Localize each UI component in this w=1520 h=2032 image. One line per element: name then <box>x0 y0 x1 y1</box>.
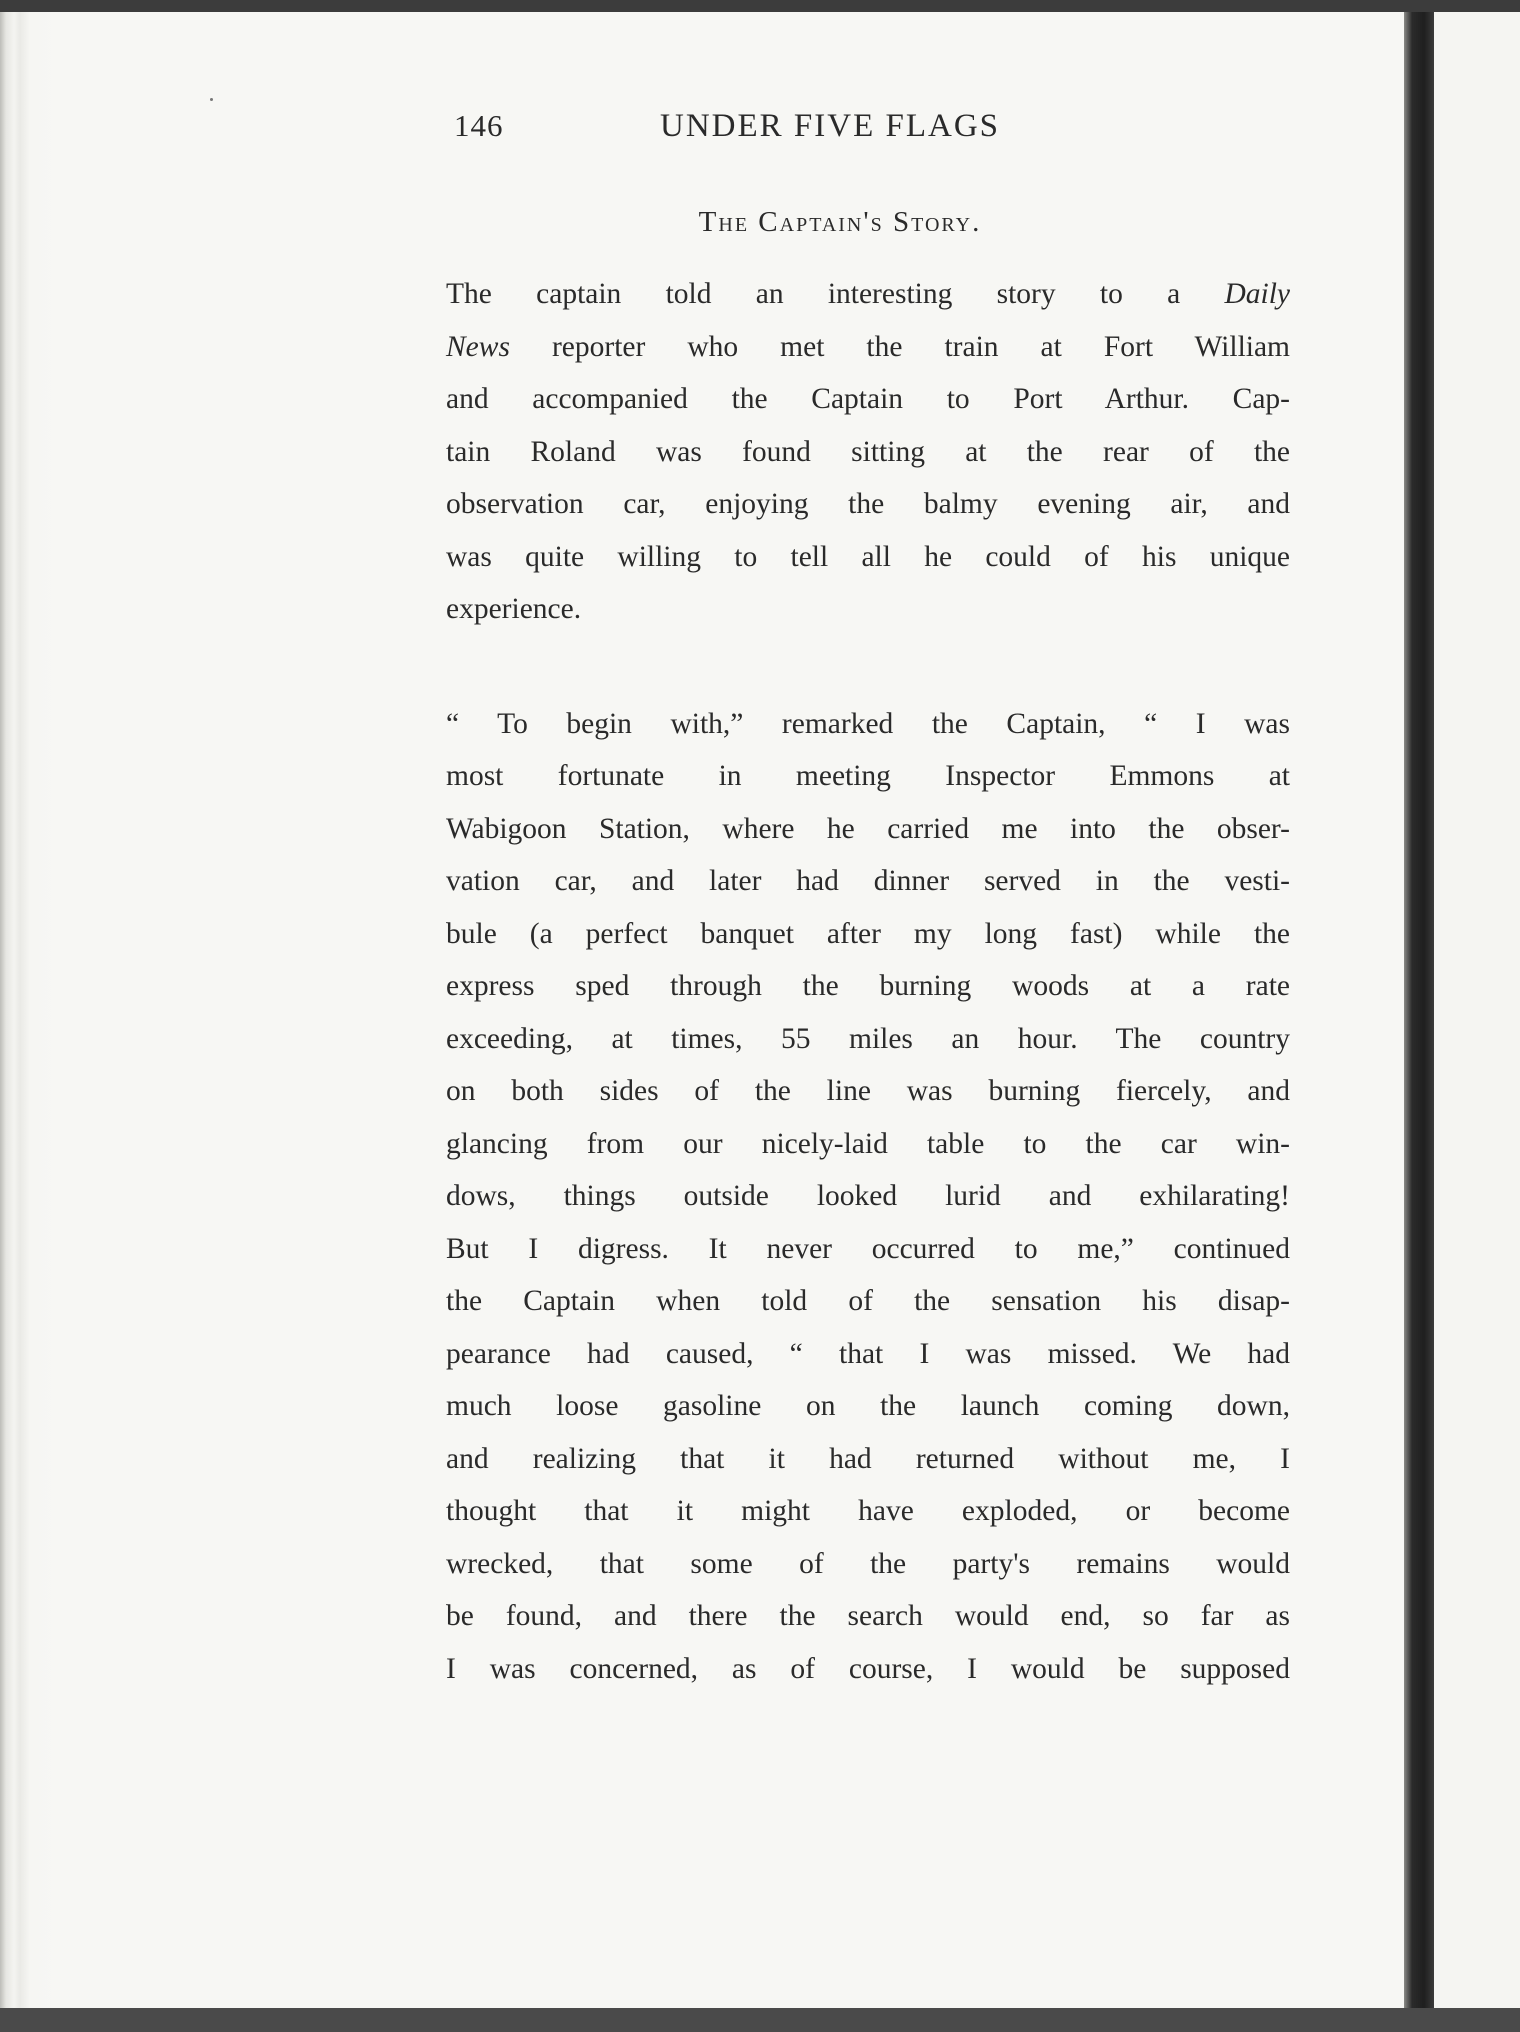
text-line: thought that it might have exploded, or become <box>446 1495 1290 1527</box>
text-line: News reporter who met the train at Fort William <box>446 330 1291 363</box>
scan-top-border <box>0 0 1520 12</box>
running-title: UNDER FIVE FLAGS <box>660 108 1001 144</box>
text-line: express sped through the burning woods at a rate <box>446 970 1290 1002</box>
text-line: most fortunate in meeting Inspector Emmons at <box>446 760 1290 792</box>
paragraph-gap <box>446 636 1290 698</box>
text-line: wrecked, that some of the party's remains would <box>446 1547 1290 1580</box>
text-line: and accompanied the Captain to Port Arthur. Cap- <box>446 383 1290 415</box>
text-line: The captain told an interesting story to a Daily <box>446 278 1290 310</box>
page-number: 146 <box>454 108 504 143</box>
text-line: observation car, enjoying the balmy evening air, and <box>446 488 1290 520</box>
text-line: the Captain when told of the sensation his disap- <box>446 1285 1290 1317</box>
text-line: “ To begin with,” remarked the Captain, “ I was <box>446 707 1290 740</box>
running-header <box>440 108 1120 158</box>
text-line: pearance had caused, “ that I was missed. We had <box>446 1337 1290 1370</box>
italic-text: News <box>446 330 510 363</box>
text-line: be found, and there the search would end, so far as <box>446 1600 1290 1632</box>
body-text <box>446 268 1290 1695</box>
paragraph-2 <box>446 698 1290 1696</box>
book-gutter <box>1404 12 1434 2008</box>
text-line: glancing from our nicely-laid table to the car win- <box>446 1127 1290 1160</box>
print-speck <box>210 98 213 101</box>
italic-text: Daily <box>1224 278 1290 310</box>
text-line: and realizing that it had returned without me, I <box>446 1442 1290 1475</box>
text-line: I was concerned, as of course, I would be supposed <box>446 1652 1290 1685</box>
text-line: Wabigoon Station, where he carried me into the obser- <box>446 812 1290 845</box>
facing-page-edge <box>1434 12 1520 2008</box>
paragraph-1 <box>446 268 1290 636</box>
text-line: dows, things outside looked lurid and exhilarating! <box>446 1180 1290 1212</box>
text-line: was quite willing to tell all he could of his unique <box>446 540 1290 573</box>
text-line: experience. <box>446 593 582 625</box>
section-title: The Captain's Story. <box>698 206 982 238</box>
text-line: exceeding, at times, 55 miles an hour. The country <box>446 1022 1290 1055</box>
text-line: vation car, and later had dinner served in the vesti- <box>446 865 1290 897</box>
scan-bottom-border <box>0 2008 1520 2032</box>
text-line: tain Roland was found sitting at the rear of the <box>446 435 1290 468</box>
text-line: bule (a perfect banquet after my long fast) while the <box>446 917 1290 950</box>
text-line: But I digress. It never occurred to me,” continued <box>446 1232 1290 1265</box>
text-line: on both sides of the line was burning fiercely, and <box>446 1075 1290 1107</box>
page-stack-edge <box>0 12 60 2008</box>
text-line: much loose gasoline on the launch coming down, <box>446 1390 1290 1422</box>
